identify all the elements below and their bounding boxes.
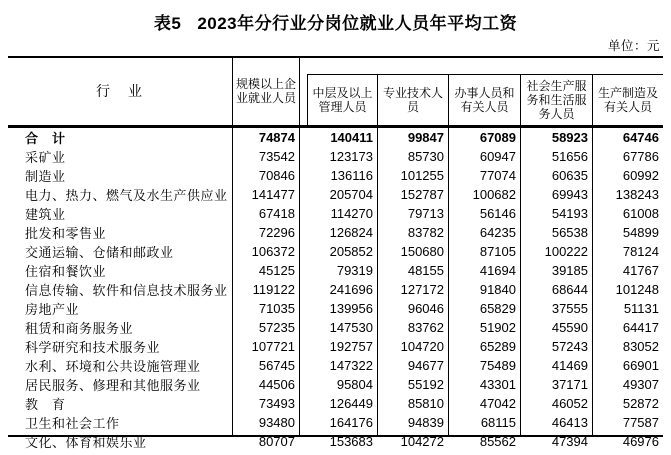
cell-value: 72296 bbox=[258, 225, 295, 240]
cell-value: 46052 bbox=[551, 396, 588, 411]
cell-value: 95804 bbox=[336, 377, 373, 392]
cell-value: 49307 bbox=[622, 377, 659, 392]
cell-value: 138243 bbox=[615, 187, 659, 202]
cell-value: 106372 bbox=[251, 244, 295, 259]
header-clerical: 办事人员和有关人员 bbox=[454, 86, 515, 114]
header-service-staff: 社会生产服务和生活服务人员 bbox=[526, 79, 587, 121]
cell-value: 83762 bbox=[407, 320, 444, 335]
cell-value: 73493 bbox=[258, 396, 295, 411]
cell-value: 94839 bbox=[407, 415, 444, 430]
table-row bbox=[8, 166, 663, 185]
cell-value: 71035 bbox=[258, 301, 295, 316]
cell-value: 77587 bbox=[622, 415, 659, 430]
cell-value: 67418 bbox=[258, 206, 295, 221]
cell-value: 205704 bbox=[329, 187, 373, 202]
cell-value: 205852 bbox=[329, 244, 373, 259]
cell-value: 51131 bbox=[623, 301, 659, 316]
table-number: 表5 bbox=[153, 14, 182, 33]
cell-value: 56745 bbox=[258, 358, 295, 373]
cell-value: 241696 bbox=[329, 282, 373, 297]
cell-value: 46976 bbox=[622, 434, 659, 449]
cell-value: 153683 bbox=[329, 434, 373, 449]
row-label: 建筑业 bbox=[25, 207, 66, 222]
header-all-employees: 规模以上企业就业人员 bbox=[235, 77, 296, 105]
table-row bbox=[8, 318, 663, 337]
cell-value: 150680 bbox=[400, 244, 444, 259]
cell-value: 147322 bbox=[329, 358, 373, 373]
cell-value: 45125 bbox=[258, 263, 295, 278]
row-label: 信息传输、软件和信息技术服务业 bbox=[25, 283, 228, 298]
cell-value: 79713 bbox=[407, 206, 444, 221]
cell-value: 67089 bbox=[479, 130, 516, 145]
table-row bbox=[8, 432, 663, 451]
table-row bbox=[8, 147, 663, 166]
cell-value: 99847 bbox=[407, 130, 444, 145]
cell-value: 66901 bbox=[622, 358, 659, 373]
cell-value: 96046 bbox=[407, 301, 444, 316]
cell-value: 60635 bbox=[551, 168, 588, 183]
cell-value: 83052 bbox=[622, 339, 659, 354]
cell-value: 61008 bbox=[622, 206, 659, 221]
cell-value: 70846 bbox=[258, 168, 295, 183]
cell-value: 56146 bbox=[479, 206, 516, 221]
row-label: 电力、热力、燃气及水生产供应业 bbox=[25, 188, 228, 203]
cell-value: 45590 bbox=[551, 320, 588, 335]
cell-value: 47042 bbox=[479, 396, 516, 411]
row-label: 交通运输、仓储和邮政业 bbox=[25, 245, 174, 260]
table-row bbox=[8, 280, 663, 299]
cell-value: 147530 bbox=[329, 320, 373, 335]
cell-value: 55192 bbox=[407, 377, 444, 392]
cell-value: 60992 bbox=[622, 168, 659, 183]
cell-value: 83782 bbox=[407, 225, 444, 240]
cell-value: 192757 bbox=[329, 339, 373, 354]
row-label: 批发和零售业 bbox=[25, 226, 107, 241]
row-label: 采矿业 bbox=[25, 150, 66, 165]
cell-value: 74874 bbox=[258, 130, 295, 145]
cell-value: 37171 bbox=[551, 377, 588, 392]
cell-value: 85810 bbox=[407, 396, 444, 411]
cell-value: 77074 bbox=[479, 168, 516, 183]
cell-value: 64235 bbox=[479, 225, 516, 240]
cell-value: 127172 bbox=[400, 282, 444, 297]
row-label: 教 育 bbox=[25, 397, 66, 412]
cell-value: 41767 bbox=[622, 263, 659, 278]
cell-value: 75489 bbox=[479, 358, 516, 373]
cell-value: 85730 bbox=[407, 149, 444, 164]
row-label: 水利、环境和公共设施管理业 bbox=[25, 359, 201, 374]
table-row bbox=[8, 261, 663, 280]
row-label: 文化、体育和娱乐业 bbox=[25, 435, 147, 450]
row-label: 租赁和商务服务业 bbox=[25, 321, 134, 336]
cell-value: 100682 bbox=[472, 187, 516, 202]
cell-value: 47394 bbox=[551, 434, 588, 449]
cell-value: 48155 bbox=[407, 263, 444, 278]
cell-value: 78124 bbox=[622, 244, 659, 259]
cell-value: 51656 bbox=[551, 149, 588, 164]
cell-value: 69943 bbox=[551, 187, 588, 202]
cell-value: 43301 bbox=[479, 377, 516, 392]
table-title bbox=[0, 9, 671, 34]
cell-value: 85562 bbox=[479, 434, 516, 449]
cell-value: 67786 bbox=[622, 149, 659, 164]
cell-value: 46413 bbox=[551, 415, 588, 430]
cell-value: 57235 bbox=[258, 320, 295, 335]
row-label: 居民服务、修理和其他服务业 bbox=[25, 378, 201, 393]
table-row bbox=[8, 299, 663, 318]
cell-value: 140411 bbox=[330, 130, 373, 145]
cell-value: 141477 bbox=[251, 187, 295, 202]
header-management: 中层及以上管理人员 bbox=[312, 86, 373, 114]
cell-value: 41694 bbox=[479, 263, 516, 278]
table-body bbox=[8, 128, 663, 450]
table-title-text: 2023年分行业分岗位就业人员年平均工资 bbox=[197, 14, 518, 33]
cell-value: 58923 bbox=[551, 130, 588, 145]
cell-value: 68115 bbox=[480, 415, 516, 430]
row-label: 制造业 bbox=[25, 169, 66, 184]
table-row bbox=[8, 337, 663, 356]
cell-value: 80707 bbox=[258, 434, 295, 449]
row-label: 卫生和社会工作 bbox=[25, 416, 120, 431]
header-industry: 行 业 bbox=[96, 83, 144, 99]
cell-value: 79319 bbox=[336, 263, 373, 278]
cell-value: 73542 bbox=[258, 149, 295, 164]
cell-value: 101255 bbox=[400, 168, 444, 183]
cell-value: 164176 bbox=[329, 415, 373, 430]
row-label: 科学研究和技术服务业 bbox=[25, 340, 161, 355]
cell-value: 107721 bbox=[251, 339, 295, 354]
row-label: 房地产业 bbox=[25, 302, 80, 317]
table-row bbox=[8, 204, 663, 223]
cell-value: 37555 bbox=[551, 301, 588, 316]
table-row bbox=[8, 394, 663, 413]
cell-value: 41469 bbox=[551, 358, 588, 373]
cell-value: 119122 bbox=[252, 282, 295, 297]
cell-value: 104720 bbox=[400, 339, 444, 354]
cell-value: 94677 bbox=[407, 358, 444, 373]
table-row bbox=[8, 128, 663, 147]
header-professional: 专业技术人员 bbox=[382, 86, 443, 114]
cell-value: 52872 bbox=[622, 396, 659, 411]
row-label: 合 计 bbox=[25, 131, 66, 146]
cell-value: 100222 bbox=[544, 244, 588, 259]
cell-value: 56538 bbox=[551, 225, 588, 240]
table-row bbox=[8, 356, 663, 375]
cell-value: 60947 bbox=[479, 149, 516, 164]
header-production-staff: 生产制造及有关人员 bbox=[597, 86, 658, 114]
cell-value: 54899 bbox=[622, 225, 659, 240]
cell-value: 68644 bbox=[551, 282, 588, 297]
cell-value: 51902 bbox=[479, 320, 516, 335]
cell-value: 104272 bbox=[400, 434, 444, 449]
cell-value: 139956 bbox=[329, 301, 373, 316]
cell-value: 93480 bbox=[258, 415, 295, 430]
cell-value: 65289 bbox=[479, 339, 516, 354]
table-row bbox=[8, 223, 663, 242]
cell-value: 64746 bbox=[622, 130, 659, 145]
cell-value: 87105 bbox=[479, 244, 516, 259]
cell-value: 114270 bbox=[330, 206, 373, 221]
row-label: 住宿和餐饮业 bbox=[25, 264, 107, 279]
cell-value: 91840 bbox=[479, 282, 516, 297]
table-row bbox=[8, 185, 663, 204]
table-row bbox=[8, 242, 663, 261]
unit-label: 单位：元 bbox=[607, 39, 660, 53]
cell-value: 64417 bbox=[622, 320, 659, 335]
cell-value: 123173 bbox=[329, 149, 373, 164]
cell-value: 101248 bbox=[615, 282, 659, 297]
cell-value: 39185 bbox=[551, 263, 588, 278]
cell-value: 152787 bbox=[400, 187, 444, 202]
cell-value: 65829 bbox=[479, 301, 516, 316]
cell-value: 54193 bbox=[551, 206, 588, 221]
cell-value: 136116 bbox=[330, 168, 373, 183]
table-row bbox=[8, 413, 663, 432]
cell-value: 126824 bbox=[329, 225, 373, 240]
cell-value: 44506 bbox=[258, 377, 295, 392]
cell-value: 126449 bbox=[329, 396, 373, 411]
table-row bbox=[8, 375, 663, 394]
cell-value: 57243 bbox=[551, 339, 588, 354]
